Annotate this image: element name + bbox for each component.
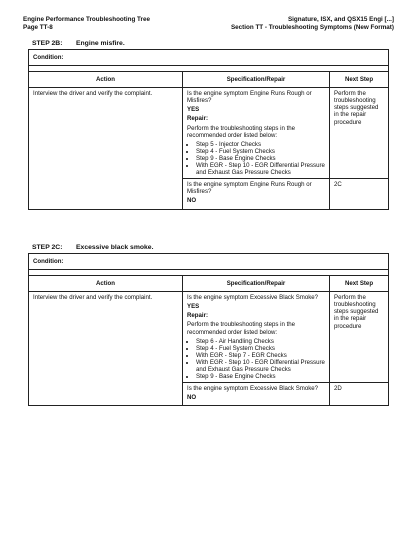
repair-item: • With EGR - Step 7 - EGR Checks: [196, 352, 325, 359]
section-title: Section TT - Troubleshooting Symptoms (New Format): [230, 23, 394, 31]
repair-item: • With EGR - Step 10 - EGR Differential Pressure and Exhaust Gas Pressure Checks: [196, 359, 325, 373]
action-cell: Interview the driver and verify the complaint.: [29, 292, 183, 406]
spec-cell-yes: [183, 88, 330, 179]
step-title: Engine misfire.: [76, 40, 125, 47]
spec-cell-yes: [183, 292, 330, 383]
column-header-action: Action: [29, 276, 183, 292]
condition-label: Condition:: [29, 254, 389, 270]
step-table: [28, 253, 389, 406]
repair-label: Repair:: [187, 115, 208, 123]
repair-item: • Step 6 - Air Handling Checks: [196, 338, 325, 345]
step-id: STEP 2B:: [32, 40, 63, 47]
step-heading: [32, 40, 125, 47]
repair-item: • Step 9 - Base Engine Checks: [196, 373, 325, 380]
next-step-no: 2D: [330, 383, 389, 406]
next-step-no: 2C: [330, 179, 389, 209]
repair-item: • Step 9 - Base Engine Checks: [196, 155, 325, 162]
column-header-action: Action: [29, 72, 183, 88]
step-table: [28, 49, 389, 210]
condition-label: Condition:: [29, 50, 389, 66]
action-cell: Interview the driver and verify the complaint.: [29, 88, 183, 209]
column-header-spec: Specification/Repair: [183, 72, 330, 88]
repair-list: [187, 141, 325, 176]
question: Is the engine symptom Engine Runs Rough or Misfires?: [187, 90, 312, 105]
column-header-next: Next Step: [330, 276, 389, 292]
question: Is the engine symptom Engine Runs Rough or Misfires?: [187, 181, 312, 196]
repair-label: Repair:: [187, 312, 208, 320]
answer-no: NO: [187, 394, 197, 402]
repair-list: [187, 338, 325, 381]
step-id: STEP 2C:: [32, 244, 63, 251]
column-header-spec: Specification/Repair: [183, 276, 330, 292]
question: Is the engine symptom Excessive Black Smoke?: [187, 385, 319, 393]
repair-text: Perform the troubleshooting steps in the recommended order listed below:: [187, 124, 296, 139]
repair-item: • Step 4 - Fuel System Checks: [196, 345, 325, 352]
page-number: Page TT-8: [23, 23, 53, 31]
header-right: [231, 16, 394, 31]
repair-item: • With EGR - Step 10 - EGR Differential Pressure and Exhaust Gas Pressure Checks: [196, 162, 325, 176]
repair-item: • Step 5 - Injector Checks: [196, 141, 325, 148]
next-step-yes: Perform the troubleshooting steps suggested in the repair procedure: [330, 292, 389, 383]
next-step-yes: Perform the troubleshooting steps suggested in the repair procedure: [330, 88, 389, 179]
manual-title: Engine Performance Troubleshooting Tree: [23, 16, 151, 23]
spec-cell-no: [183, 179, 330, 209]
engine-models: Signature, ISX, and QSX15 Engi [...]: [287, 16, 394, 23]
spec-cell-no: [183, 383, 330, 406]
repair-text: Perform the troubleshooting steps in the recommended order listed below:: [187, 321, 296, 336]
header-left: [23, 16, 150, 31]
answer-no: NO: [187, 197, 197, 205]
question: Is the engine symptom Excessive Black Smoke?: [187, 294, 319, 302]
answer-yes: YES: [187, 106, 200, 114]
answer-yes: YES: [187, 303, 200, 311]
step-title: Excessive black smoke.: [76, 244, 154, 251]
column-header-next: Next Step: [330, 72, 389, 88]
step-heading: [32, 244, 153, 251]
repair-item: • Step 4 - Fuel System Checks: [196, 148, 325, 155]
